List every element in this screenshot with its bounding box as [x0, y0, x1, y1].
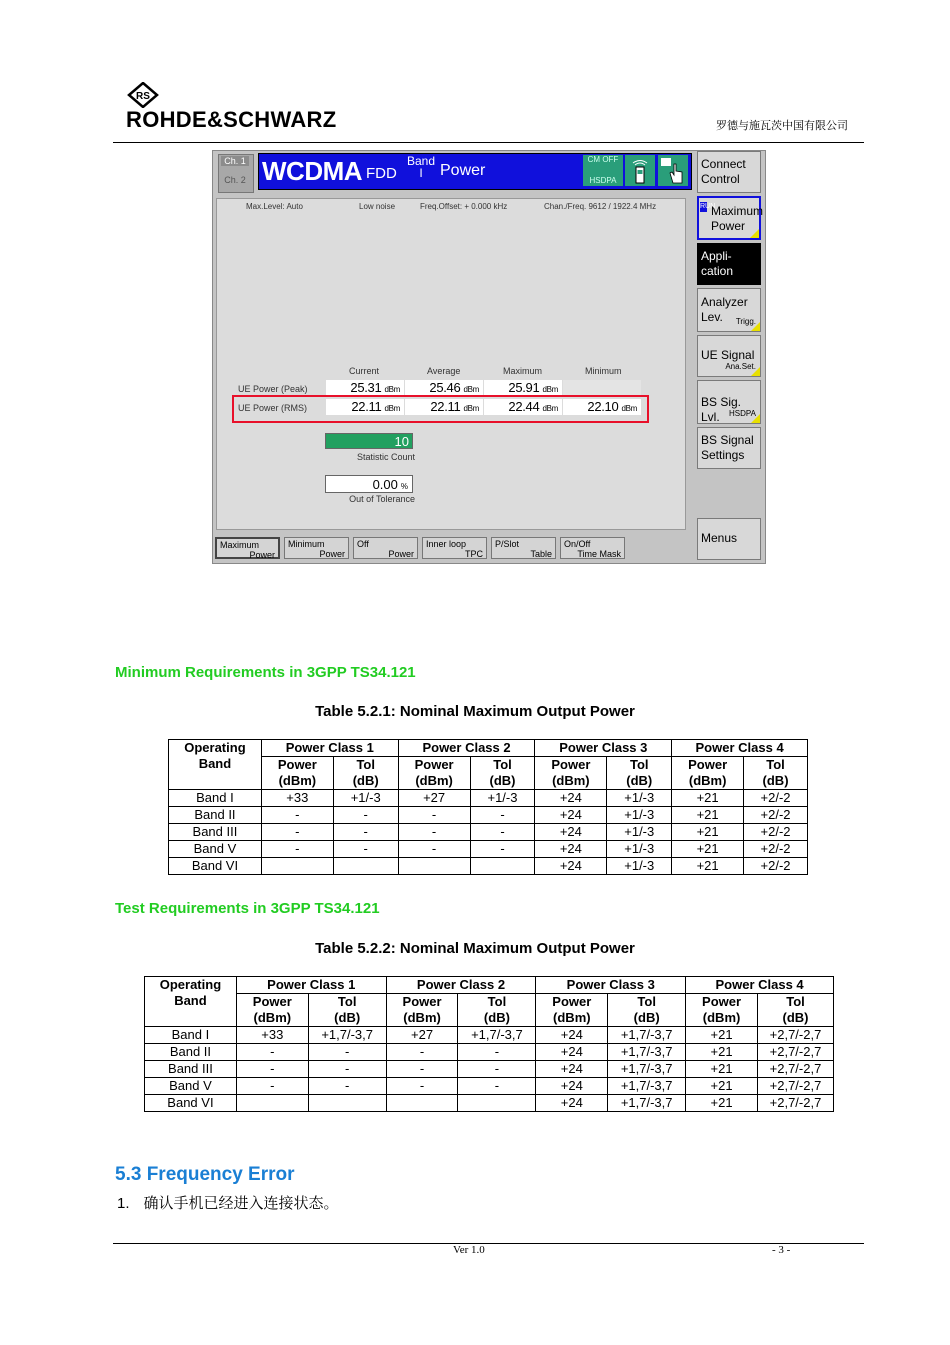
- header-tol-label: Tol: [308, 994, 386, 1011]
- value-cell: [458, 1095, 536, 1112]
- header-power-label: Power: [261, 757, 333, 774]
- rms-minimum-value: 22.10 dBm: [563, 399, 641, 415]
- channel-1-tab[interactable]: Ch. 1: [221, 156, 249, 166]
- value-cell: +2/-2: [744, 841, 808, 858]
- softkey-bs-sig-level[interactable]: BS Sig. Lvl. HSDPA: [697, 380, 761, 424]
- row-label-peak: UE Power (Peak): [238, 384, 308, 394]
- table-row: [145, 1027, 834, 1044]
- cm-off-label: CM OFF: [587, 155, 619, 164]
- header-tol-label: Tol: [607, 757, 672, 774]
- value-cell: +21: [686, 1078, 758, 1095]
- table-row: [145, 1095, 834, 1112]
- header-power-label: Power: [386, 994, 458, 1011]
- value-cell: +24: [536, 1027, 608, 1044]
- out-of-tolerance-label: Out of Tolerance: [349, 494, 415, 504]
- header-power-label: Power: [236, 994, 308, 1011]
- status-chan-freq: Chan./Freq. 9612 / 1922.4 MHz: [544, 202, 657, 211]
- value-cell: +1,7/-3,7: [308, 1027, 386, 1044]
- column-average: Average: [427, 366, 461, 376]
- value-cell: -: [470, 807, 535, 824]
- value-cell: +1/-3: [607, 790, 672, 807]
- value-cell: +21: [672, 807, 744, 824]
- rohde-schwarz-logo-icon: [126, 82, 160, 108]
- header-db-label: (dB): [744, 773, 808, 790]
- value-cell: [333, 858, 398, 875]
- table-522: [144, 976, 834, 1112]
- value-cell: +21: [686, 1027, 758, 1044]
- table-row: [145, 1061, 834, 1078]
- header-power-label: Power: [536, 994, 608, 1011]
- header-power-class-2: Power Class 2: [398, 740, 535, 757]
- header-power-class-4: Power Class 4: [672, 740, 808, 757]
- out-of-tolerance-value: 0.00 %: [325, 475, 413, 493]
- band-cell: Band III: [169, 824, 262, 841]
- value-cell: -: [386, 1078, 458, 1095]
- table-row: [145, 1078, 834, 1095]
- table-521-title: Table 5.2.1: Nominal Maximum Output Power: [315, 703, 635, 720]
- header-db-label: (dB): [458, 1010, 536, 1027]
- header-units-row: [169, 757, 808, 774]
- value-cell: +24: [535, 807, 607, 824]
- test-requirements-heading: Test Requirements in 3GPP TS34.121: [115, 900, 380, 917]
- peak-maximum-value: 25.91 dBm: [484, 380, 562, 396]
- value-cell: +1/-3: [607, 858, 672, 875]
- value-cell: +1,7/-3,7: [608, 1095, 686, 1112]
- header-units-row-2: [169, 773, 808, 790]
- title-power: Power: [440, 162, 486, 179]
- table-row: [169, 790, 808, 807]
- company-name-cn: 罗德与施瓦茨中国有限公司: [716, 119, 848, 132]
- softkey-application[interactable]: Appli- cation: [697, 243, 761, 285]
- value-cell: +1/-3: [470, 790, 535, 807]
- header-operating-band: Operating Band: [169, 740, 262, 790]
- column-current: Current: [349, 366, 380, 376]
- hsdpa-label: HSDPA: [589, 176, 617, 185]
- peak-minimum-value: [563, 380, 641, 396]
- bottom-softkey-inner-loop-tpc[interactable]: Inner loop TPC: [422, 537, 487, 559]
- value-cell: -: [308, 1061, 386, 1078]
- band-cell: Band II: [145, 1044, 237, 1061]
- value-cell: [398, 858, 470, 875]
- value-cell: +24: [535, 824, 607, 841]
- value-cell: +27: [398, 790, 470, 807]
- value-cell: -: [398, 841, 470, 858]
- softkey-maximum-power[interactable]: RUN Maximum Power: [697, 196, 761, 240]
- header-power-label: Power: [398, 757, 470, 774]
- header-operating-band-2: Operating Band: [145, 977, 237, 1027]
- header-dbm-label: (dBm): [536, 1010, 608, 1027]
- company-logo-text: ROHDE&SCHWARZ: [126, 107, 337, 132]
- value-cell: +1,7/-3,7: [458, 1027, 536, 1044]
- header-dbm-label: (dBm): [386, 1010, 458, 1027]
- header-dbm-label: (dBm): [535, 773, 607, 790]
- value-cell: -: [261, 807, 333, 824]
- statistic-count-bar: 10: [325, 433, 413, 449]
- table-row: [169, 807, 808, 824]
- value-cell: +33: [261, 790, 333, 807]
- value-cell: +21: [686, 1061, 758, 1078]
- header2-units-row-2: [145, 1010, 834, 1027]
- status-low-noise: Low noise: [359, 202, 396, 211]
- value-cell: -: [308, 1078, 386, 1095]
- frequency-error-heading: 5.3 Frequency Error: [115, 1164, 295, 1185]
- bottom-softkey-off-power[interactable]: Off Power: [353, 537, 418, 559]
- header-divider: [113, 142, 864, 143]
- value-cell: +24: [535, 790, 607, 807]
- title-band: Band I: [406, 154, 436, 180]
- table-521: [168, 739, 808, 875]
- value-cell: -: [333, 807, 398, 824]
- value-cell: [308, 1095, 386, 1112]
- value-cell: -: [386, 1044, 458, 1061]
- value-cell: +24: [535, 858, 607, 875]
- value-cell: [236, 1095, 308, 1112]
- softkey-connect-control[interactable]: Connect Control: [697, 151, 761, 193]
- softkey-menus[interactable]: Menus: [697, 518, 761, 560]
- rms-average-value: 22.11 dBm: [405, 399, 483, 415]
- band-cell: Band I: [145, 1027, 237, 1044]
- value-cell: +24: [536, 1078, 608, 1095]
- value-cell: +2,7/-2,7: [757, 1027, 833, 1044]
- title-wcdma: WCDMA: [262, 156, 363, 186]
- column-minimum: Minimum: [585, 366, 622, 376]
- value-cell: -: [470, 841, 535, 858]
- value-cell: -: [458, 1044, 536, 1061]
- value-cell: +1/-3: [333, 790, 398, 807]
- table-row: [169, 824, 808, 841]
- value-cell: +21: [686, 1044, 758, 1061]
- value-cell: +24: [536, 1061, 608, 1078]
- header-power-label: Power: [672, 757, 744, 774]
- header2-power-class-2: Power Class 2: [386, 977, 536, 994]
- value-cell: +1,7/-3,7: [608, 1061, 686, 1078]
- svg-text:RS: RS: [136, 91, 150, 102]
- header-power-label: Power: [686, 994, 758, 1011]
- header-db-label: (dB): [607, 773, 672, 790]
- header-db-label: (dB): [308, 1010, 386, 1027]
- header-db-label: (dB): [757, 1010, 833, 1027]
- value-cell: +21: [686, 1095, 758, 1112]
- value-cell: -: [308, 1044, 386, 1061]
- table-row: [169, 841, 808, 858]
- value-cell: +24: [535, 841, 607, 858]
- hand-pointer-icon: [658, 155, 688, 186]
- channel-2-tab[interactable]: Ch. 2: [224, 175, 246, 185]
- softkey-analyzer-level[interactable]: Analyzer Lev. Trigg.: [697, 288, 761, 332]
- header-power-label: Power: [535, 757, 607, 774]
- header-tol-label: Tol: [470, 757, 535, 774]
- value-cell: +1,7/-3,7: [608, 1078, 686, 1095]
- value-cell: +2,7/-2,7: [757, 1078, 833, 1095]
- value-cell: +1/-3: [607, 841, 672, 858]
- header2-power-class-1: Power Class 1: [236, 977, 386, 994]
- table-row: [169, 858, 808, 875]
- band-cell: Band VI: [169, 858, 262, 875]
- header-dbm-label: (dBm): [261, 773, 333, 790]
- run-indicator: RUN: [700, 203, 716, 210]
- min-requirements-heading: Minimum Requirements in 3GPP TS34.121: [115, 664, 416, 681]
- softkey-bs-signal-settings[interactable]: BS Signal Settings: [697, 427, 761, 469]
- header-dbm-label: (dBm): [672, 773, 744, 790]
- value-cell: +2,7/-2,7: [757, 1095, 833, 1112]
- value-cell: -: [458, 1061, 536, 1078]
- softkey-ue-signal[interactable]: UE Signal Ana.Set.: [697, 335, 761, 377]
- value-cell: +2/-2: [744, 807, 808, 824]
- bottom-softkey-onoff-time-mask[interactable]: On/Off Time Mask: [560, 537, 625, 559]
- footer-version: Ver 1.0: [453, 1244, 485, 1256]
- header-tol-label: Tol: [608, 994, 686, 1011]
- status-max-level: Max.Level: Auto: [246, 202, 303, 211]
- bottom-softkey-minimum-power[interactable]: Minimum Power: [284, 537, 349, 559]
- header-tol-label: Tol: [744, 757, 808, 774]
- footer-divider: [113, 1243, 864, 1244]
- value-cell: +2/-2: [744, 858, 808, 875]
- value-cell: +1,7/-3,7: [608, 1027, 686, 1044]
- phone-connection-icon: [625, 155, 655, 186]
- bottom-softkey-pslot-table[interactable]: P/Slot Table: [491, 537, 556, 559]
- peak-average-value: 25.46 dBm: [405, 380, 483, 396]
- header-power-class-1: Power Class 1: [261, 740, 398, 757]
- header-tol-label: Tol: [458, 994, 536, 1011]
- header-db-label: (dB): [470, 773, 535, 790]
- header-dbm-label: (dBm): [398, 773, 470, 790]
- value-cell: +1/-3: [607, 824, 672, 841]
- table-522-title: Table 5.2.2: Nominal Maximum Output Power: [315, 940, 635, 957]
- header2-power-class-3: Power Class 3: [536, 977, 686, 994]
- value-cell: +24: [536, 1095, 608, 1112]
- header2-power-class-4: Power Class 4: [686, 977, 834, 994]
- value-cell: -: [470, 824, 535, 841]
- value-cell: +33: [236, 1027, 308, 1044]
- value-cell: +2/-2: [744, 824, 808, 841]
- rms-highlight-box: [232, 395, 649, 423]
- value-cell: +2,7/-2,7: [757, 1044, 833, 1061]
- value-cell: +1/-3: [607, 807, 672, 824]
- value-cell: +24: [536, 1044, 608, 1061]
- value-cell: +2,7/-2,7: [757, 1061, 833, 1078]
- value-cell: [470, 858, 535, 875]
- value-cell: -: [333, 824, 398, 841]
- header-tol-label: Tol: [333, 757, 398, 774]
- header-tol-label: Tol: [757, 994, 833, 1011]
- statistic-count-label: Statistic Count: [356, 452, 415, 462]
- band-cell: Band V: [169, 841, 262, 858]
- value-cell: -: [398, 807, 470, 824]
- value-cell: +2/-2: [744, 790, 808, 807]
- rms-maximum-value: 22.44 dBm: [484, 399, 562, 415]
- measurement-panel: [216, 198, 686, 530]
- value-cell: -: [236, 1078, 308, 1095]
- value-cell: -: [398, 824, 470, 841]
- title-fdd: FDD: [366, 165, 397, 182]
- rms-current-value: 22.11 dBm: [326, 399, 404, 415]
- table-row: [145, 1044, 834, 1061]
- header-db-label: (dB): [333, 773, 398, 790]
- value-cell: +27: [386, 1027, 458, 1044]
- value-cell: +21: [672, 858, 744, 875]
- header-db-label: (dB): [608, 1010, 686, 1027]
- status-freq-offset: Freq.Offset: + 0.000 kHz: [420, 202, 508, 211]
- value-cell: [261, 858, 333, 875]
- band-cell: Band I: [169, 790, 262, 807]
- header-dbm-label: (dBm): [236, 1010, 308, 1027]
- value-cell: -: [261, 841, 333, 858]
- row-label-rms: UE Power (RMS): [238, 403, 308, 413]
- band-cell: Band III: [145, 1061, 237, 1078]
- bottom-softkey-maximum-power[interactable]: Maximum Power: [215, 537, 280, 559]
- value-cell: +21: [672, 841, 744, 858]
- value-cell: -: [236, 1044, 308, 1061]
- band-cell: Band VI: [145, 1095, 237, 1112]
- band-cell: Band II: [169, 807, 262, 824]
- step-1: 1. 确认手机已经进入连接状态。: [117, 1194, 339, 1212]
- value-cell: -: [333, 841, 398, 858]
- header2-units-row: [145, 994, 834, 1011]
- header-power-class-3: Power Class 3: [535, 740, 672, 757]
- value-cell: -: [236, 1061, 308, 1078]
- value-cell: +21: [672, 790, 744, 807]
- column-maximum: Maximum: [503, 366, 543, 376]
- peak-current-value: 25.31 dBm: [326, 380, 404, 396]
- value-cell: [386, 1095, 458, 1112]
- header-dbm-label: (dBm): [686, 1010, 758, 1027]
- value-cell: -: [386, 1061, 458, 1078]
- value-cell: +1,7/-3,7: [608, 1044, 686, 1061]
- band-cell: Band V: [145, 1078, 237, 1095]
- value-cell: -: [458, 1078, 536, 1095]
- footer-page-number: - 3 -: [772, 1244, 791, 1256]
- value-cell: +21: [672, 824, 744, 841]
- value-cell: -: [261, 824, 333, 841]
